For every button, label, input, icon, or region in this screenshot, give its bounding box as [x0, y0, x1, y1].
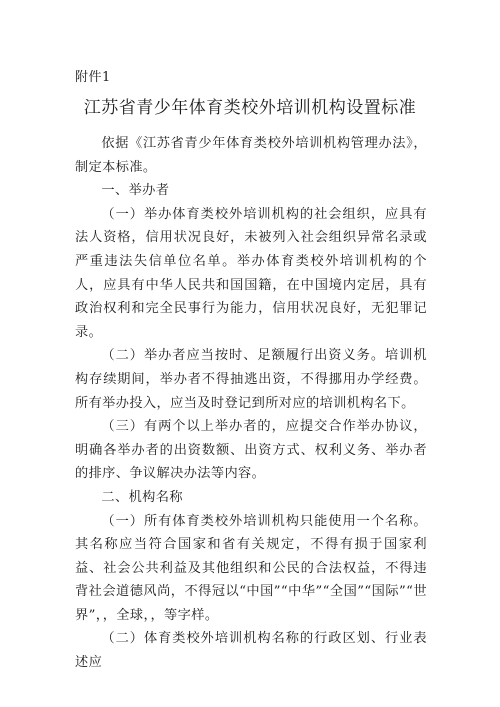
document-title: 江苏省青少年体育类校外培训机构设置标准 [83, 98, 417, 118]
intro-paragraph: 依据《江苏省青少年体育类校外培训机构管理办法》，制定本标准。 [75, 136, 427, 175]
organizer-clause-3: （三）有两个以上举办者的，应提交合作举办协议，明确各举办者的出资数额、出资方式、权利义务、举办者的排序、争议解决办法等内容。 [75, 419, 427, 482]
organizer-clause-1: （一）举办体育类校外培训机构的社会组织，应具有法人资格，信用状况良好，未被列入社会组织异常名录或严重违法失信单位名单。举办体育类校外培训机构的个人，应具有中华人民共和国国籍，在中国境内定居，具有政治权利和完全民事行为能力，信用状况良好，无犯罪记录。 [75, 206, 427, 340]
name-clause-2: （二）体育类校外培训机构名称的行政区划、行业表述应 [75, 631, 427, 671]
name-clause-1: （一）所有体育类校外培训机构只能使用一个名称。其名称应当符合国家和省有关规定，不得有损于国家利益、社会公共利益及其他组织和公民的合法权益，不得违背社会道德风尚，不得冠以“中国”“中华”“全国”“国际”“世界”，，全球，，等字样。 [75, 513, 427, 623]
section-heading-organizer: 一、举办者 [101, 183, 170, 199]
organizer-clause-2: （二）举办者应当按时、足额履行出资义务。培训机构存续期间，举办者不得抽逃出资，不得挪用办学经费。所有举办投入，应当及时登记到所对应的培训机构名下。 [75, 348, 427, 411]
section-heading-name: 二、机构名称 [101, 489, 183, 505]
document-body [75, 132, 427, 675]
attachment-label: 附件1 [75, 70, 111, 85]
